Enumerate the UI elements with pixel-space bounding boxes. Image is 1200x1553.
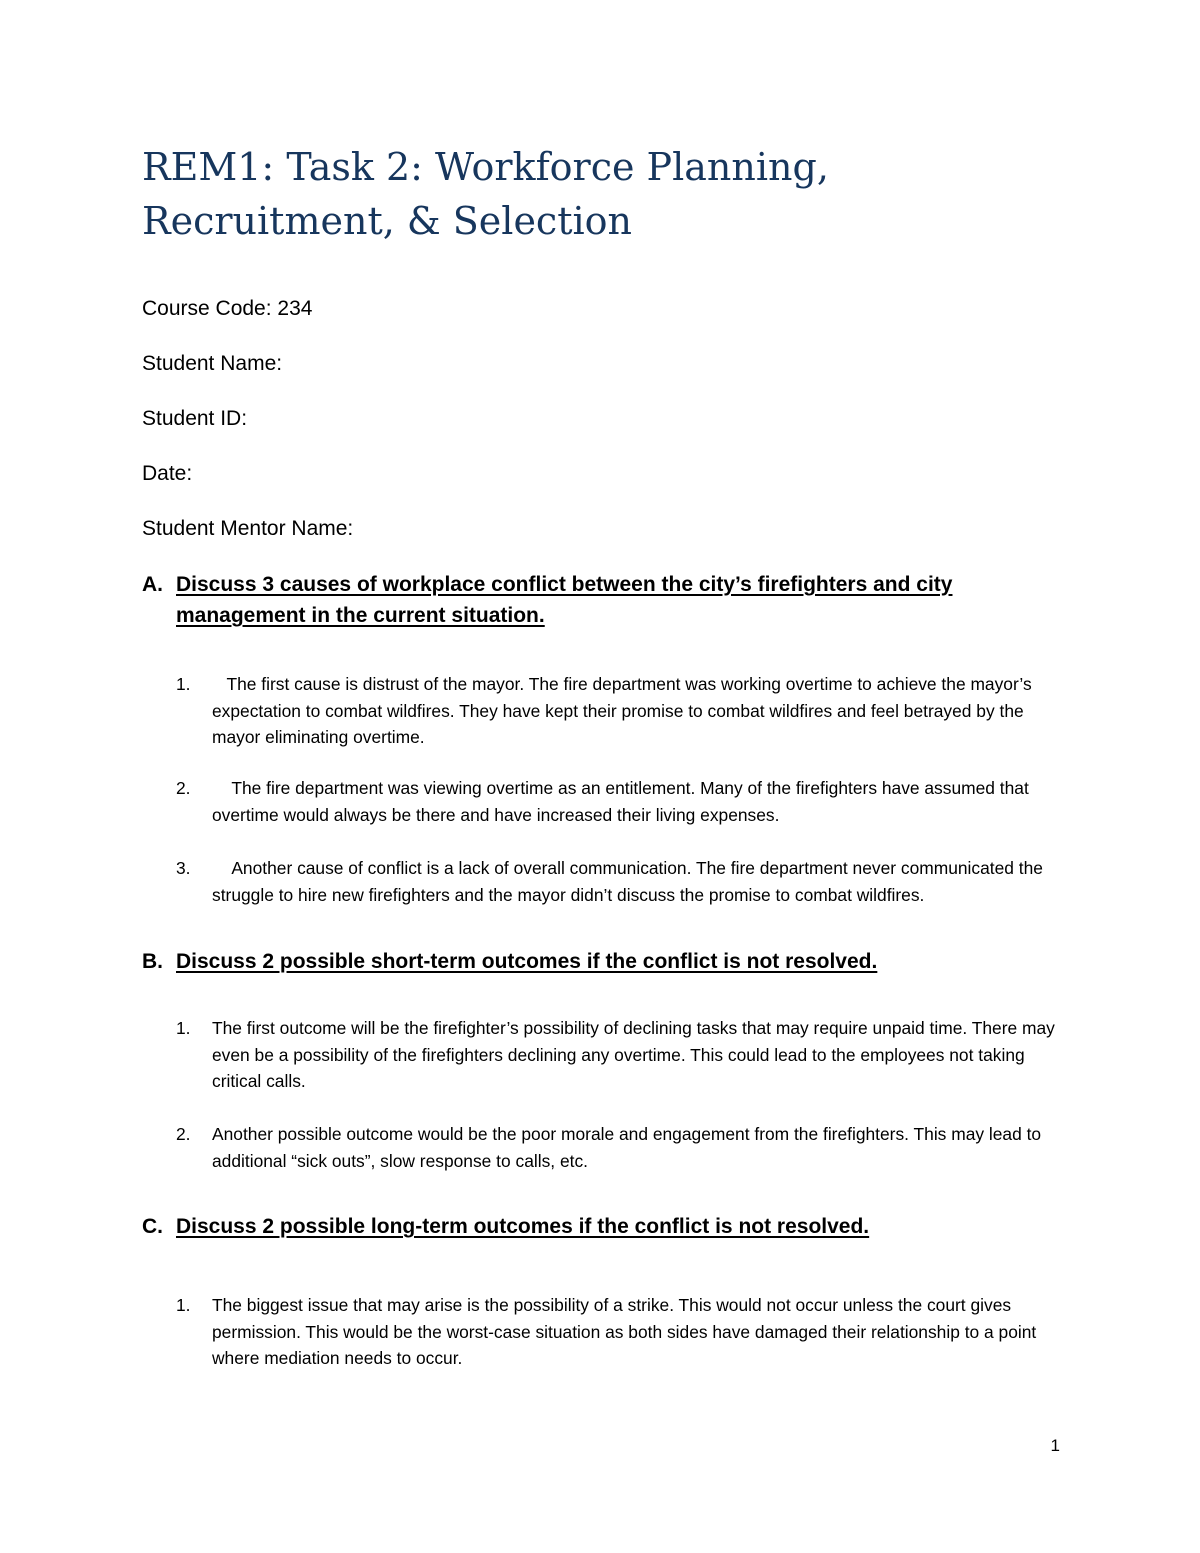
item-number: 1. (176, 1018, 191, 1038)
course-code-field: Course Code: 234 (142, 297, 313, 320)
item-number: 3. (176, 858, 191, 878)
student-id-field: Student ID: (142, 407, 248, 430)
list-item (176, 1121, 1066, 1174)
item-text: The first cause is distrust of the mayor. The fire department was working overtime to achieve the mayor’s expectation to combat wildfires. They have kept their promise to combat wildfires and feel betrayed by the mayor eliminating overtime. (212, 674, 1037, 747)
list-item (176, 671, 1066, 751)
section-a-heading (142, 569, 1042, 631)
student-mentor-name-field: Student Mentor Name: (142, 517, 354, 540)
section-b-heading (142, 946, 1042, 977)
section-heading-text: Discuss 3 causes of workplace conflict between the city’s firefighters and city management in the current situation. (176, 573, 953, 627)
item-number: 1. (176, 1295, 191, 1315)
item-number: 2. (176, 1124, 191, 1144)
section-heading-text: Discuss 2 possible short-term outcomes if the conflict is not resolved. (176, 950, 878, 973)
item-number: 1. (176, 674, 191, 694)
section-c-heading (142, 1211, 1042, 1242)
list-item (176, 1292, 1066, 1372)
section-heading-text: Discuss 2 possible long-term outcomes if the conflict is not resolved. (176, 1215, 870, 1238)
list-item (176, 775, 1066, 828)
section-letter: C. (142, 1215, 163, 1238)
page-number: 1 (1050, 1436, 1060, 1455)
item-text: The first outcome will be the firefighter’s possibility of declining tasks that may require unpaid time. There may even be a possibility of the firefighters declining any overtime. This could lead to the employees not taking critical calls. (212, 1018, 1055, 1091)
document-title: REM1: Task 2: Workforce Planning, Recruitment, & Selection (142, 145, 829, 243)
date-field: Date: (142, 462, 193, 485)
list-item (176, 1015, 1066, 1095)
item-number: 2. (176, 778, 191, 798)
section-letter: A. (142, 573, 163, 596)
student-name-field: Student Name: (142, 352, 283, 375)
section-letter: B. (142, 950, 163, 973)
list-item (176, 855, 1066, 908)
item-text: Another cause of conflict is a lack of overall communication. The fire department never communicated the struggle to hire new firefighters and the mayor didn’t discuss the promise to combat wildfires. (212, 858, 1048, 905)
item-text: The fire department was viewing overtime as an entitlement. Many of the firefighters have assumed that overtime would always be there and have increased their living expenses. (212, 778, 1034, 825)
item-text: The biggest issue that may arise is the possibility of a strike. This would not occur unless the court gives permission. This would be the worst-case situation as both sides have damaged their relationship to a point where mediation needs to occur. (212, 1295, 1037, 1368)
item-text: Another possible outcome would be the poor morale and engagement from the firefighters. This may lead to additional “sick outs”, slow response to calls, etc. (212, 1124, 1042, 1171)
